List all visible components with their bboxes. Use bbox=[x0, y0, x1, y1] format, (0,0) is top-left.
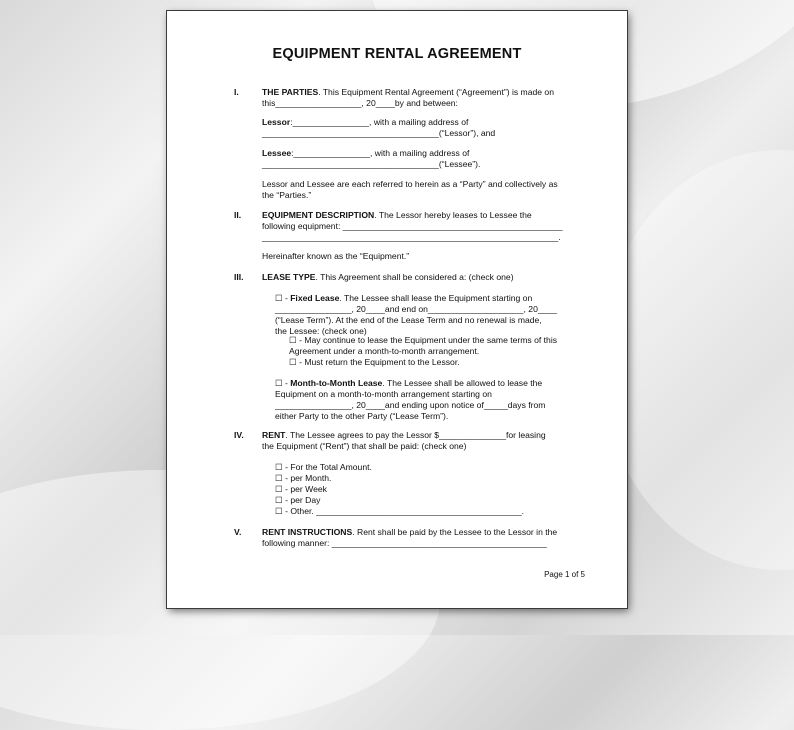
month-to-month-label: Month-to-Month Lease bbox=[290, 378, 383, 388]
section-3-heading: LEASE TYPE bbox=[262, 272, 316, 282]
document-page bbox=[167, 11, 627, 608]
section-4-line2: the Equipment (“Rent”) that shall be paid: (check one) bbox=[262, 441, 467, 451]
lessor-label: Lessor bbox=[262, 117, 291, 127]
section-1 bbox=[262, 87, 622, 109]
section-4-heading: RENT bbox=[262, 430, 286, 440]
lessor-block bbox=[262, 117, 622, 139]
section-2-line3: ______________________________________________________________. bbox=[262, 232, 561, 242]
section-4 bbox=[262, 430, 622, 452]
fixed-lease-line2: ________________, 20____and end on____________________, 20____ bbox=[275, 304, 557, 314]
section-3-line1: . This Agreement shall be considered a: (check one) bbox=[315, 272, 514, 282]
section-2-line4: Hereinafter known as the “Equipment.” bbox=[262, 251, 410, 261]
lessee-block bbox=[262, 148, 622, 170]
section-2-line2: following equipment: ______________________________________________ bbox=[262, 221, 563, 231]
month-to-month-line3: ________________, 20____and ending upon notice of_____days from bbox=[275, 400, 546, 410]
month-to-month-line1: . The Lessee shall be allowed to lease the bbox=[382, 378, 543, 388]
fixed-lease-line4: the Lessee: (check one) bbox=[275, 326, 367, 336]
section-5 bbox=[262, 527, 622, 549]
lessee-line2: _____________________________________(“Lessee”). bbox=[262, 159, 481, 169]
section-1-number: I. bbox=[234, 87, 239, 97]
document-title: EQUIPMENT RENTAL AGREEMENT bbox=[272, 46, 522, 62]
lessee-label: Lessee bbox=[262, 148, 292, 158]
section-1-line2: this__________________, 20____by and between: bbox=[262, 98, 458, 108]
continue-lease-checkbox[interactable]: ☐ - May continue to lease the Equipment under the same terms of this bbox=[289, 335, 558, 345]
section-4-line1: . The Lessee agrees to pay the Lessor $______________for leasing bbox=[285, 430, 546, 440]
continue-lease-line2: Agreement under a month-to-month arrangement. bbox=[289, 346, 480, 356]
return-equipment-checkbox[interactable]: ☐ - Must return the Equipment to the Lessor. bbox=[289, 357, 460, 367]
section-2-heading: EQUIPMENT DESCRIPTION bbox=[262, 210, 375, 220]
fixed-lease-label: Fixed Lease bbox=[290, 293, 340, 303]
section-1-heading: THE PARTIES bbox=[262, 87, 319, 97]
month-to-month-line2: Equipment on a month-to-month arrangement starting on bbox=[275, 389, 492, 399]
section-5-heading: RENT INSTRUCTIONS bbox=[262, 527, 353, 537]
section-2 bbox=[262, 210, 622, 243]
fixed-lease-line1: . The Lessee shall lease the Equipment starting on bbox=[339, 293, 533, 303]
rent-option-day[interactable]: ☐ - per Day bbox=[275, 495, 321, 505]
rent-options bbox=[275, 462, 635, 517]
fixed-lease-option bbox=[275, 293, 635, 337]
section-1-line1: . This Equipment Rental Agreement (“Agreement”) is made on bbox=[318, 87, 554, 97]
section-3 bbox=[262, 272, 622, 283]
page-number: Page 1 of 5 bbox=[544, 570, 585, 579]
lessor-line1: :________________, with a mailing address of bbox=[290, 117, 469, 127]
fixed-lease-line3: (“Lease Term”). At the end of the Lease Term and no renewal is made, bbox=[275, 315, 542, 325]
fixed-lease-checkbox[interactable]: ☐ - bbox=[275, 293, 291, 303]
rent-option-total[interactable]: ☐ - For the Total Amount. bbox=[275, 462, 372, 472]
parties-paragraph bbox=[262, 179, 622, 201]
section-5-number: V. bbox=[234, 527, 242, 537]
month-to-month-option bbox=[275, 378, 635, 422]
month-to-month-checkbox[interactable]: ☐ - bbox=[275, 378, 291, 388]
parties-para-line1: Lessor and Lessee are each referred to herein as a “Party” and collectively as bbox=[262, 179, 558, 189]
section-4-number: IV. bbox=[234, 430, 244, 440]
section-3-number: III. bbox=[234, 272, 244, 282]
section-2-line1: . The Lessor hereby leases to Lessee the bbox=[374, 210, 532, 220]
parties-para-line2: the “Parties.” bbox=[262, 190, 312, 200]
section-5-line1: . Rent shall be paid by the Lessee to the Lessor in the bbox=[352, 527, 558, 537]
section-2-number: II. bbox=[234, 210, 242, 220]
month-to-month-line4: either Party to the other Party (“Lease Term”). bbox=[275, 411, 449, 421]
lessee-line1: :________________, with a mailing address of bbox=[291, 148, 470, 158]
section-2-note bbox=[262, 251, 622, 262]
lessor-line2: _____________________________________(“Lessor”), and bbox=[262, 128, 496, 138]
fixed-lease-suboptions bbox=[289, 335, 649, 368]
rent-option-week[interactable]: ☐ - per Week bbox=[275, 484, 327, 494]
rent-option-month[interactable]: ☐ - per Month. bbox=[275, 473, 332, 483]
rent-option-other[interactable]: ☐ - Other. ___________________________________________. bbox=[275, 506, 525, 516]
section-5-line2: following manner: _____________________________________________ bbox=[262, 538, 547, 548]
